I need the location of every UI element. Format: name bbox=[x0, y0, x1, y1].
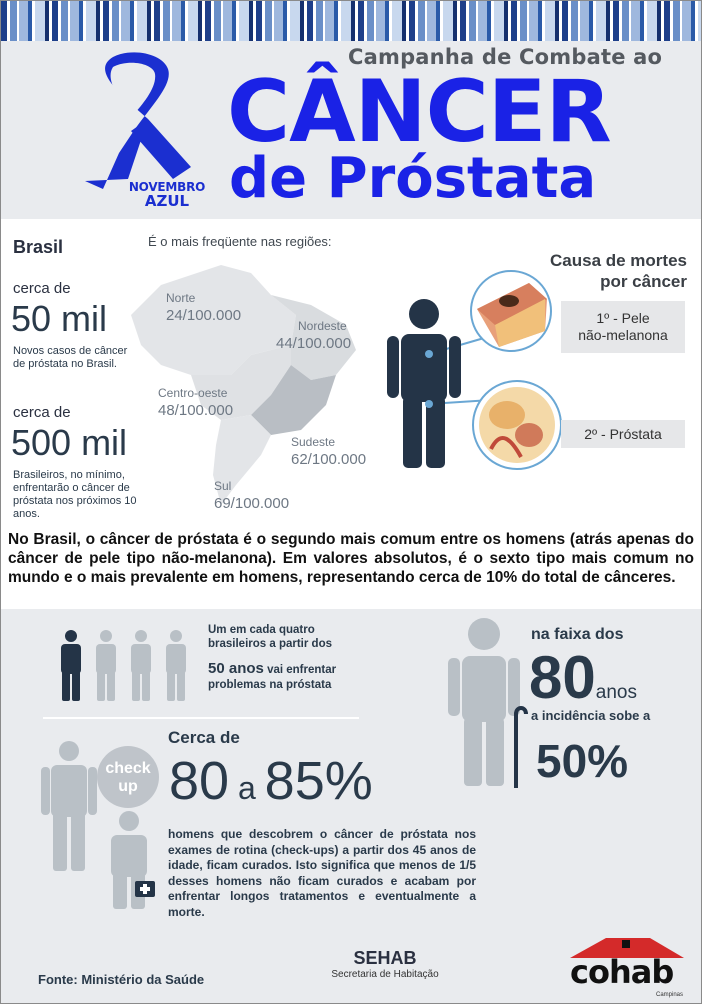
cohab-campinas: Campinas bbox=[655, 992, 683, 998]
intro-paragraph: No Brasil, o câncer de próstata é o segundo mais comum entre os homens (atrás apenas do câncer de pele tipo não-melanona). Em valores absolutos, é o sexto tipo mais comum no mundo e o mais prevalente em homens, representando cerca de 10% do total de cânceres. bbox=[8, 531, 694, 586]
region-centro-oeste-value: 48/100.000 bbox=[158, 402, 234, 419]
prostate-illustration-icon bbox=[471, 379, 563, 471]
um-em-cada-text: Um em cada quatro brasileiros a partir dos bbox=[208, 624, 332, 650]
brasil-heading: Brasil bbox=[13, 237, 64, 257]
cinquenta-anos-rest: vai enfrentar problemas na próstata bbox=[208, 664, 337, 691]
cause-first-box bbox=[561, 301, 685, 353]
old-man-with-cane-icon bbox=[446, 618, 531, 793]
cerca-de-label-1: cerca de bbox=[13, 280, 71, 297]
pct-80-85 bbox=[169, 750, 373, 812]
region-sudeste bbox=[291, 435, 366, 468]
check-text: check bbox=[105, 760, 151, 777]
sehab-logo bbox=[331, 948, 439, 980]
region-centro-oeste-name: Centro-oeste bbox=[158, 386, 228, 400]
causa-line2: por câncer bbox=[600, 272, 687, 291]
four-men-icon bbox=[56, 629, 191, 701]
region-norte-value: 24/100.000 bbox=[166, 307, 242, 324]
top-stripes-banner bbox=[1, 1, 702, 41]
region-norte-name: Norte bbox=[166, 291, 196, 305]
stat-50-mil: 50 mil bbox=[11, 298, 108, 339]
cinquenta-anos-text bbox=[208, 661, 368, 693]
cohab-logo bbox=[566, 936, 691, 1000]
sehab-title: SEHAB bbox=[353, 948, 417, 968]
region-sudeste-name: Sudeste bbox=[291, 435, 336, 449]
blue-ribbon-icon bbox=[73, 49, 203, 199]
region-sul bbox=[214, 479, 289, 512]
title-cancer: CÂNCER bbox=[227, 62, 611, 162]
region-centro-oeste bbox=[158, 386, 233, 419]
map-caption: É o mais freqüente nas regiões: bbox=[148, 234, 332, 249]
region-nordeste-name: Nordeste bbox=[298, 319, 347, 333]
novembro-azul-label bbox=[119, 180, 215, 210]
cinquenta-percent: 50% bbox=[536, 735, 629, 787]
region-norte bbox=[166, 291, 241, 324]
sehab-subtitle: Secretaria de Habitação bbox=[331, 969, 439, 980]
region-nordeste-value: 44/100.000 bbox=[276, 335, 352, 352]
region-sul-value: 69/100.000 bbox=[214, 495, 290, 512]
divider-line bbox=[43, 717, 359, 719]
cinquenta-anos-big: 50 anos bbox=[208, 660, 264, 677]
cerca-de-heading: Cerca de bbox=[168, 728, 240, 747]
cause-first-line2: não-melanona bbox=[578, 327, 668, 343]
pct-a-word: a bbox=[229, 770, 265, 806]
cerca-de-label-2: cerca de bbox=[13, 404, 71, 421]
stat-500-mil: 500 mil bbox=[11, 422, 128, 463]
faixa-dos-text: na faixa dos bbox=[531, 626, 624, 643]
fonte-source: Fonte: Ministério da Saúde bbox=[38, 972, 205, 987]
azul-text: AZUL bbox=[144, 192, 190, 210]
incidencia-text: a incidência sobe a bbox=[531, 708, 651, 723]
novembro-text: NOVEMBRO bbox=[128, 180, 206, 194]
cohab-word: cohab bbox=[570, 953, 674, 991]
homens-paragraph: homens que descobrem o câncer de próstata nos exames de rotina (check-ups) a partir dos 45 anos de idade, ficam curados. Isto significa que menos de 1/5 desses homens não ficam curados e acabam por enfrentar longos tratamentos e eventualmente a morte. bbox=[168, 827, 476, 919]
cause-second-box: 2º - Próstata bbox=[561, 420, 685, 448]
causa-line1: Causa de mortes bbox=[550, 251, 687, 270]
region-sudeste-value: 62/100.000 bbox=[291, 451, 367, 468]
checkup-badge bbox=[97, 746, 159, 808]
title-de-prostata: de Próstata bbox=[229, 146, 597, 211]
stat-500-mil-desc: Brasileiros, no mínimo, enfrentarão o câncer de próstata nos próximos 10 anos. bbox=[13, 469, 137, 520]
pct-80: 80 bbox=[169, 751, 230, 811]
cause-first-line1: 1º - Pele bbox=[596, 310, 650, 326]
region-nordeste bbox=[276, 319, 351, 352]
pct-85: 85% bbox=[264, 751, 373, 811]
anos-label: anos bbox=[595, 682, 637, 703]
campanha-subtitle: Campanha de Combate ao bbox=[348, 45, 663, 69]
stat-50-mil-desc: Novos casos de câncer de próstata no Brasil. bbox=[13, 345, 128, 370]
region-sul-name: Sul bbox=[214, 479, 232, 493]
skin-illustration-icon bbox=[469, 269, 553, 353]
up-text: up bbox=[118, 778, 138, 795]
oitenta-value: 80 bbox=[529, 644, 596, 711]
